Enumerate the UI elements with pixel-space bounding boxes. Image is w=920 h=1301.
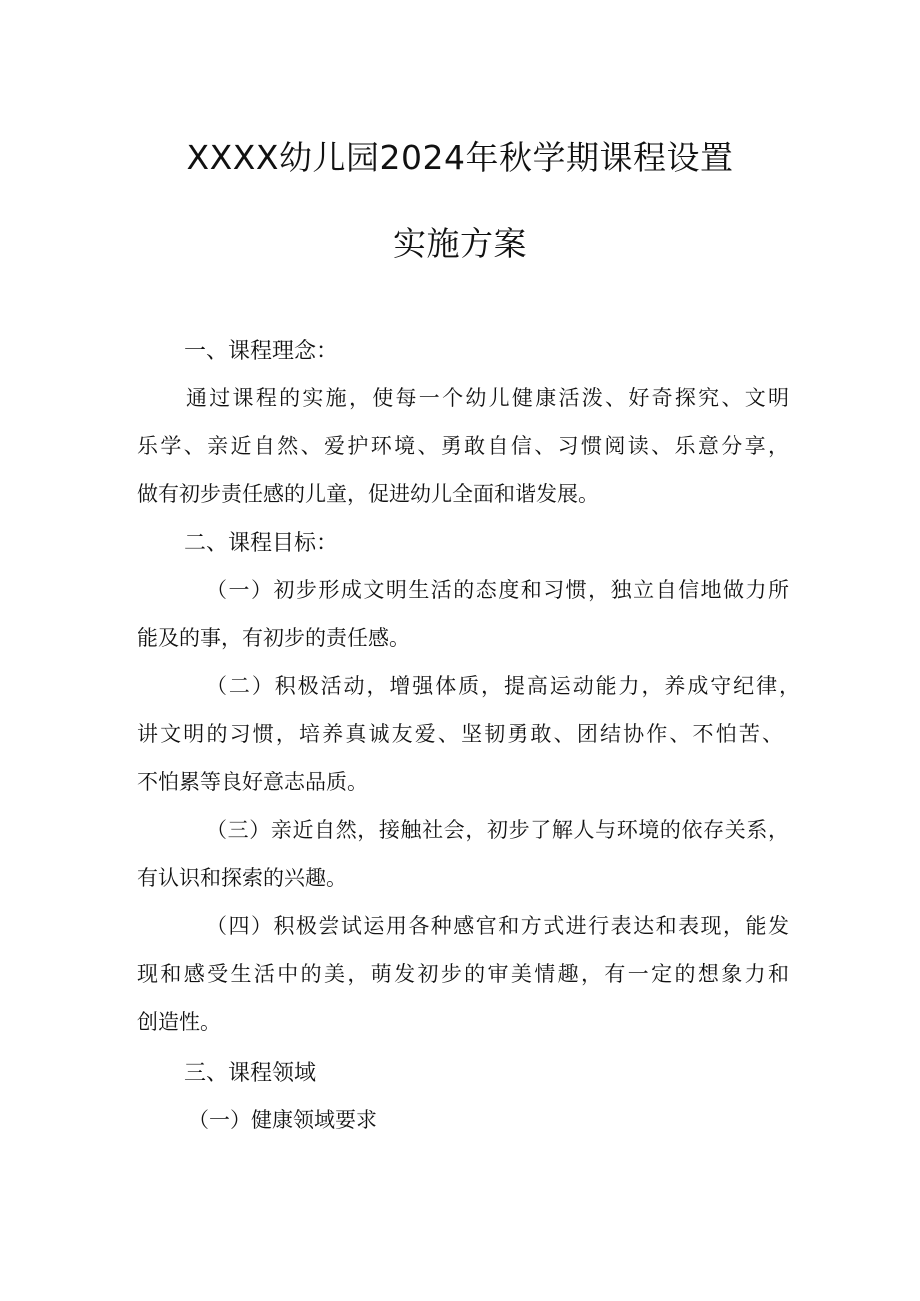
goal-3-line-2: 有认识和探索的兴趣。 [137, 866, 347, 890]
goal-2-line-2: 讲文明的习惯，培养真诚友爱、坚韧勇敢、团结协作、不怕苦、 [137, 722, 783, 746]
concept-line-2: 乐学、亲近自然、爱护环境、勇敢自信、习惯阅读、乐意分享， [137, 434, 789, 458]
section-heading-goals: 二、课程目标： [184, 531, 339, 556]
goal-1-line-2: 能及的事，有初步的责任感。 [137, 626, 410, 650]
goal-1-line-1: （一）初步形成文明生活的态度和习惯，独立自信地做力所 [206, 578, 789, 602]
section-heading-domains: 三、课程领域 [184, 1061, 317, 1086]
goal-4-line-2: 现和感受生活中的美，萌发初步的审美情趣，有一定的想象力和 [137, 962, 789, 986]
document-title-line2: 实施方案 [393, 224, 527, 263]
document-title-line1: XXXX幼儿园2024年秋学期课程设置 [186, 138, 734, 177]
goal-3-line-1: （三）亲近自然，接触社会，初步了解人与环境的依存关系， [206, 818, 789, 842]
subsection-health: （一）健康领域要求 [188, 1108, 377, 1132]
goal-4-line-3: 创造性。 [137, 1010, 221, 1034]
goal-2-line-1: （二）积极活动，增强体质，提高运动能力，养成守纪律， [206, 674, 800, 698]
goal-4-line-1: （四）积极尝试运用各种感官和方式进行表达和表现，能发 [206, 914, 789, 938]
concept-line-1: 通过课程的实施，使每一个幼儿健康活泼、好奇探究、文明 [186, 386, 789, 410]
goal-2-line-3: 不怕累等良好意志品质。 [137, 770, 368, 794]
section-heading-concept: 一、课程理念： [184, 339, 339, 364]
concept-line-3: 做有初步责任感的儿童，促进幼儿全面和谐发展。 [137, 482, 599, 506]
